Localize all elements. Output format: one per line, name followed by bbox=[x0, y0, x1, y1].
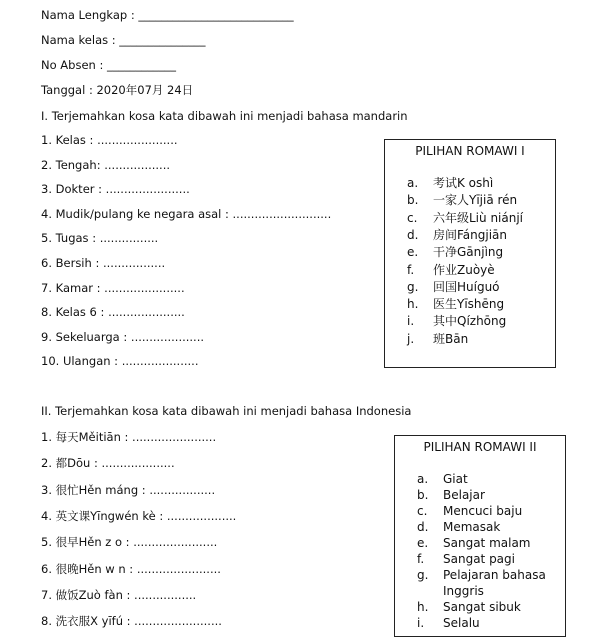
vocab-item: 4. Mudik/pulang ke negara asal : ........................... bbox=[41, 206, 332, 221]
choice-box-1-title: PILIHAN ROMAWI I bbox=[415, 144, 525, 158]
choice-option-key: g. bbox=[417, 568, 429, 582]
vocab-item: 2. Tengah: .................. bbox=[41, 157, 171, 172]
vocab-item: 5. Tugas : ................ bbox=[41, 231, 159, 246]
name-field-line: Nama Lengkap : ___________________________ bbox=[41, 8, 294, 22]
vocab-item: 7. Kamar : ...................... bbox=[41, 280, 185, 295]
vocab-item: 8. Kelas 6 : ..................... bbox=[41, 305, 185, 320]
choice-option-text: 考试K oshì bbox=[433, 176, 494, 190]
choice-option bbox=[417, 536, 531, 551]
section2-title: II. Terjemahkan kosa kata dibawah ini menjadi bahasa Indonesia bbox=[41, 404, 412, 418]
choice-option-text: 六年级Liù niánjí bbox=[433, 210, 524, 225]
vocab-item: 3. Dokter : ....................... bbox=[41, 182, 190, 197]
choice-option-key: f. bbox=[417, 552, 425, 566]
choice-option-key: e. bbox=[417, 536, 429, 550]
choice-option-key: i. bbox=[407, 314, 415, 329]
choice-option bbox=[407, 332, 468, 347]
vocab-item: 6. Bersih : ................. bbox=[41, 256, 166, 270]
choice-option-text: Sangat sibuk bbox=[443, 600, 521, 614]
choice-option bbox=[407, 297, 504, 312]
choice-option bbox=[417, 616, 480, 631]
choice-option-text: Belajar bbox=[443, 488, 485, 502]
choice-option-key: b. bbox=[417, 488, 429, 502]
choice-option-key: h. bbox=[417, 600, 429, 614]
choice-option-text: 回国Huíguó bbox=[433, 279, 500, 294]
choice-option-key: c. bbox=[407, 210, 418, 225]
choice-option bbox=[417, 520, 500, 535]
vocab-item: 7. 做饭Zuò fàn : ................. bbox=[41, 587, 197, 602]
choice-option-text: Inggris bbox=[443, 584, 484, 598]
choice-option bbox=[417, 600, 521, 615]
choice-option bbox=[407, 280, 500, 295]
choice-option-key: j. bbox=[407, 331, 415, 346]
vocab-item: 8. 洗衣服X yīfú : ........................ bbox=[41, 614, 222, 629]
choice-option bbox=[417, 568, 546, 583]
choice-option-key: c. bbox=[417, 504, 428, 518]
choice-option bbox=[407, 245, 503, 260]
choice-option-key: a. bbox=[407, 176, 419, 190]
choice-option-key: h. bbox=[407, 297, 419, 312]
vocab-item: 3. 很忙Hěn máng : .................. bbox=[41, 482, 216, 497]
vocab-item: 4. 英文课Yīngwén kè : ................... bbox=[41, 508, 237, 523]
choice-option-text: 作业Zuòyè bbox=[433, 262, 495, 277]
choice-option-text: Sangat pagi bbox=[443, 552, 515, 566]
choice-box-2 bbox=[394, 435, 566, 637]
choice-option bbox=[407, 314, 506, 329]
choice-option-text: 房间Fángjiān bbox=[433, 227, 508, 242]
choice-option-key: d. bbox=[407, 227, 419, 242]
vocab-item: 5. 很早Hěn z o : ....................... bbox=[41, 535, 218, 550]
choice-option-key: a. bbox=[417, 472, 429, 486]
choice-option bbox=[417, 472, 468, 487]
vocab-item: 10. Ulangan : ..................... bbox=[41, 354, 199, 369]
class-field-line: Nama kelas : _______________ bbox=[41, 33, 206, 47]
choice-option-text: 其中Qízhōng bbox=[433, 314, 507, 329]
choice-option bbox=[407, 176, 493, 191]
choice-option bbox=[417, 584, 484, 599]
choice-option-key: f. bbox=[407, 262, 415, 277]
choice-option-text: Mencuci baju bbox=[443, 504, 523, 518]
vocab-item: 1. 每天Měitiān : ....................... bbox=[41, 430, 217, 444]
choice-option bbox=[407, 228, 507, 243]
vocab-item: 2. 都Dōu : .................... bbox=[41, 456, 175, 471]
absen-field-line: No Absen : ____________ bbox=[41, 58, 177, 72]
choice-box-2-title: PILIHAN ROMAWI II bbox=[423, 440, 537, 454]
choice-option bbox=[417, 488, 485, 503]
choice-option-key: e. bbox=[407, 245, 419, 260]
choice-option-key: d. bbox=[417, 520, 429, 534]
choice-option-text: 医生Yīshēng bbox=[433, 297, 505, 312]
vocab-item: 1. Kelas : ...................... bbox=[41, 133, 178, 147]
choice-option-text: 一家人Yījiā rén bbox=[433, 193, 518, 208]
choice-option bbox=[407, 263, 495, 278]
choice-option bbox=[407, 193, 517, 208]
choice-option-text: 班Bān bbox=[433, 331, 469, 346]
choice-option-key: g. bbox=[407, 279, 419, 294]
choice-option-text: Selalu bbox=[443, 616, 480, 630]
section1-title: I. Terjemahkan kosa kata dibawah ini menjadi bahasa mandarin bbox=[41, 109, 408, 123]
choice-option-text: Pelajaran bahasa bbox=[443, 568, 546, 582]
date-line: Tanggal : 2020年07月 24日 bbox=[41, 83, 194, 97]
choice-option-key: b. bbox=[407, 193, 419, 208]
choice-option-text: 干净Gānjìng bbox=[433, 245, 504, 260]
vocab-item: 6. 很晚Hěn w n : ....................... bbox=[41, 561, 221, 576]
choice-option-key: i. bbox=[417, 616, 425, 630]
vocab-item: 9. Sekeluarga : .................... bbox=[41, 329, 205, 344]
choice-option-text: Sangat malam bbox=[443, 536, 531, 550]
choice-option bbox=[417, 552, 515, 567]
choice-box-1 bbox=[384, 139, 556, 368]
choice-option-text: Giat bbox=[443, 472, 468, 486]
choice-option bbox=[407, 211, 523, 226]
choice-option bbox=[417, 504, 522, 519]
choice-option-text: Memasak bbox=[443, 520, 501, 534]
